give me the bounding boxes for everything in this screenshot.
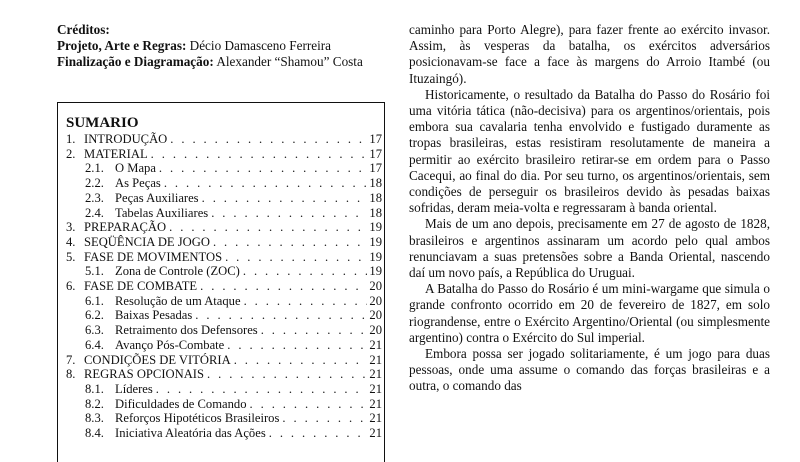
toc-leader-dots	[244, 294, 367, 309]
toc-entry	[66, 132, 384, 147]
toc-leader-dots	[282, 411, 367, 426]
toc-leader-dots	[151, 147, 367, 162]
toc-entry-page: 20	[369, 308, 382, 323]
toc-leader-dots	[156, 382, 367, 397]
toc-entry-label: Retraimento dos Defensores	[115, 323, 258, 338]
toc-entry-number: 8.	[66, 367, 76, 382]
toc-entry-page: 21	[369, 352, 382, 367]
toc-title: SUMARIO	[66, 115, 139, 131]
toc-entry	[66, 382, 384, 397]
toc-entry-page: 21	[369, 381, 382, 396]
toc-leader-dots	[250, 397, 367, 412]
toc-entry-label: REGRAS OPCIONAIS	[84, 367, 205, 382]
toc-entry-label: Zona de Controle (ZOC)	[115, 264, 240, 279]
toc-entry-page: 20	[369, 279, 382, 294]
toc-entry-label: Resolução de um Ataque	[115, 293, 241, 308]
toc-leader-dots	[234, 353, 367, 368]
toc-entry-number: 8.1.	[85, 381, 104, 396]
toc-entry-label: Dificuldades de Comando	[115, 396, 247, 411]
credits-project-label: Projeto, Arte e Regras:	[57, 38, 187, 53]
toc-entry-number: 5.	[66, 249, 76, 264]
toc-leader-dots	[202, 191, 367, 206]
toc-entry-page: 19	[369, 264, 382, 279]
paragraph-historical-result: Historicamente, o resultado da Batalha do Passo do Rosário foi uma vitória tática (não-decisiva) para os argentinos/orientais, pois embora sua cavalaria tenha envolvido e fustigado duramente as tropas brasileiras, estas resistiram resolutamente de maneira a permitir ao exército brasileiro retirar-se em ordem para o Passo Cacequi, ao final do dia. Por seu turno, os argentinos/orientais, sem condições de perseguir os brasileiros devido às pesadas baixas sofridas, deram meia-volta e regressaram à banda oriental.	[409, 86, 770, 216]
toc-entry-number: 4.	[66, 234, 76, 249]
toc-leader-dots	[227, 338, 367, 353]
toc-entry-page: 17	[369, 161, 382, 176]
toc-entry-page: 18	[369, 176, 382, 191]
toc-entry-number: 2.1.	[85, 161, 104, 176]
toc-entry-label: Avanço Pós-Combate	[115, 337, 225, 352]
toc-leader-dots	[261, 323, 367, 338]
toc-entry	[66, 191, 384, 206]
toc-entry-page: 18	[369, 205, 382, 220]
toc-entry	[66, 323, 384, 338]
toc-leader-dots	[225, 250, 367, 265]
toc-entry	[66, 220, 384, 235]
toc-entry-page: 21	[369, 396, 382, 411]
toc-entry-number: 6.3.	[85, 323, 104, 338]
toc-entry	[66, 206, 384, 221]
toc-entry-page: 19	[369, 249, 382, 264]
toc-entry-page: 21	[369, 337, 382, 352]
toc-entry	[66, 308, 384, 323]
toc-leader-dots	[164, 176, 367, 191]
credits-line-project	[57, 38, 387, 54]
toc-entry-number: 6.	[66, 279, 76, 294]
toc-entry-label: Tabelas Auxiliares	[115, 205, 209, 220]
credits-heading: Créditos:	[57, 22, 110, 37]
toc-entry	[66, 411, 384, 426]
toc-leader-dots	[200, 279, 367, 294]
toc-leader-dots	[213, 235, 367, 250]
toc-entry-number: 8.4.	[85, 426, 104, 441]
toc-entry-label: Reforços Hipotéticos Brasileiros	[115, 411, 280, 426]
toc-entry-number: 6.1.	[85, 293, 104, 308]
toc-entry-label: Baixas Pesadas	[115, 308, 193, 323]
toc-entry-page: 21	[369, 411, 382, 426]
toc-entry-label: Peças Auxiliares	[115, 190, 199, 205]
toc-entry-number: 6.2.	[85, 308, 104, 323]
credits-line-layout	[57, 54, 387, 70]
toc-entry-number: 3.	[66, 220, 76, 235]
toc-entry	[66, 294, 384, 309]
toc-entry-label: SEQÜÊNCIA DE JOGO	[84, 234, 210, 249]
toc-leader-dots	[195, 308, 367, 323]
toc-entry-number: 1.	[66, 132, 76, 146]
toc-list	[66, 132, 384, 441]
toc-entry-page: 20	[369, 323, 382, 338]
table-of-contents	[57, 102, 385, 462]
toc-entry-label: CONDIÇÕES DE VITÓRIA	[84, 352, 231, 367]
toc-entry-label: FASE DE COMBATE	[84, 279, 198, 294]
paragraph-players: Embora possa ser jogado solitariamente, é um jogo para duas pessoas, onde uma assume o comando das forças brasileiras e a outra, o comando das	[409, 346, 770, 394]
toc-entry-label: MATERIAL	[84, 146, 148, 161]
toc-entry	[66, 161, 384, 176]
toc-entry	[66, 367, 384, 382]
credits-block	[57, 22, 387, 70]
toc-leader-dots	[243, 264, 367, 279]
toc-entry	[66, 264, 384, 279]
credits-project-value: Décio Damasceno Ferreira	[189, 38, 331, 53]
toc-entry	[66, 250, 384, 265]
toc-entry-number: 2.3.	[85, 190, 104, 205]
toc-leader-dots	[159, 161, 367, 176]
toc-entry	[66, 397, 384, 412]
toc-entry-label: Iniciativa Aleatória das Ações	[115, 426, 266, 441]
toc-entry	[66, 426, 384, 441]
toc-leader-dots	[207, 367, 367, 382]
toc-entry-number: 2.4.	[85, 205, 104, 220]
toc-leader-dots	[169, 220, 367, 235]
paragraph-continued: caminho para Porto Alegre), para fazer frente ao exército invasor. Assim, às vesperas da batalha, os exércitos adversários posicionavam-se face a face às margens do Arroio Itambé (ou Ituzaingó).	[409, 22, 770, 86]
toc-entry	[66, 176, 384, 191]
toc-entry-label: As Peças	[115, 176, 161, 191]
toc-entry-page: 19	[369, 234, 382, 249]
toc-entry-number: 8.2.	[85, 396, 104, 411]
toc-entry-label: FASE DE MOVIMENTOS	[84, 249, 223, 264]
toc-entry	[66, 235, 384, 250]
toc-entry-label: PREPARAÇÃO	[84, 220, 167, 235]
toc-leader-dots	[211, 206, 367, 221]
paragraph-game-intro: A Batalha do Passo do Rosário é um mini-wargame que simula o grande confronto ocorrido em 20 de fevereiro de 1827, em solo riograndense, entre o Exército Argentino/Oriental (ou simplesmente argentino) contra o Exército do Sul imperial.	[409, 281, 770, 345]
toc-entry-page: 17	[369, 132, 382, 146]
toc-entry	[66, 279, 384, 294]
toc-entry-label: INTRODUÇÃO	[84, 132, 168, 146]
toc-entry-number: 7.	[66, 352, 76, 367]
toc-entry-page: 17	[369, 146, 382, 161]
toc-entry	[66, 147, 384, 162]
toc-entry-label: O Mapa	[115, 161, 156, 176]
toc-entry	[66, 338, 384, 353]
toc-entry-page: 20	[369, 293, 382, 308]
toc-entry-page: 18	[369, 190, 382, 205]
toc-entry-number: 5.1.	[85, 264, 104, 279]
toc-entry-page: 21	[369, 367, 382, 382]
toc-entry-number: 2.	[66, 146, 76, 161]
credits-layout-value: Alexander “Shamou” Costa	[216, 54, 363, 69]
toc-entry-number: 8.3.	[85, 411, 104, 426]
toc-entry-number: 2.2.	[85, 176, 104, 191]
body-text-column	[409, 22, 770, 395]
toc-leader-dots	[170, 132, 367, 147]
toc-entry-label: Líderes	[115, 381, 153, 396]
paragraph-treaty: Mais de um ano depois, precisamente em 27 de agosto de 1828, brasileiros e argentinos assinaram um acordo pelo qual ambos renunciavam a suas pretensões sobre a Banda Oriental, nascendo daí um novo país, a República do Uruguai.	[409, 216, 770, 281]
toc-entry-number: 6.4.	[85, 337, 104, 352]
toc-entry	[66, 353, 384, 368]
toc-entry-page: 21	[369, 426, 382, 441]
toc-entry-page: 19	[369, 220, 382, 235]
credits-layout-label: Finalização e Diagramação:	[57, 54, 214, 69]
toc-leader-dots	[269, 426, 367, 441]
